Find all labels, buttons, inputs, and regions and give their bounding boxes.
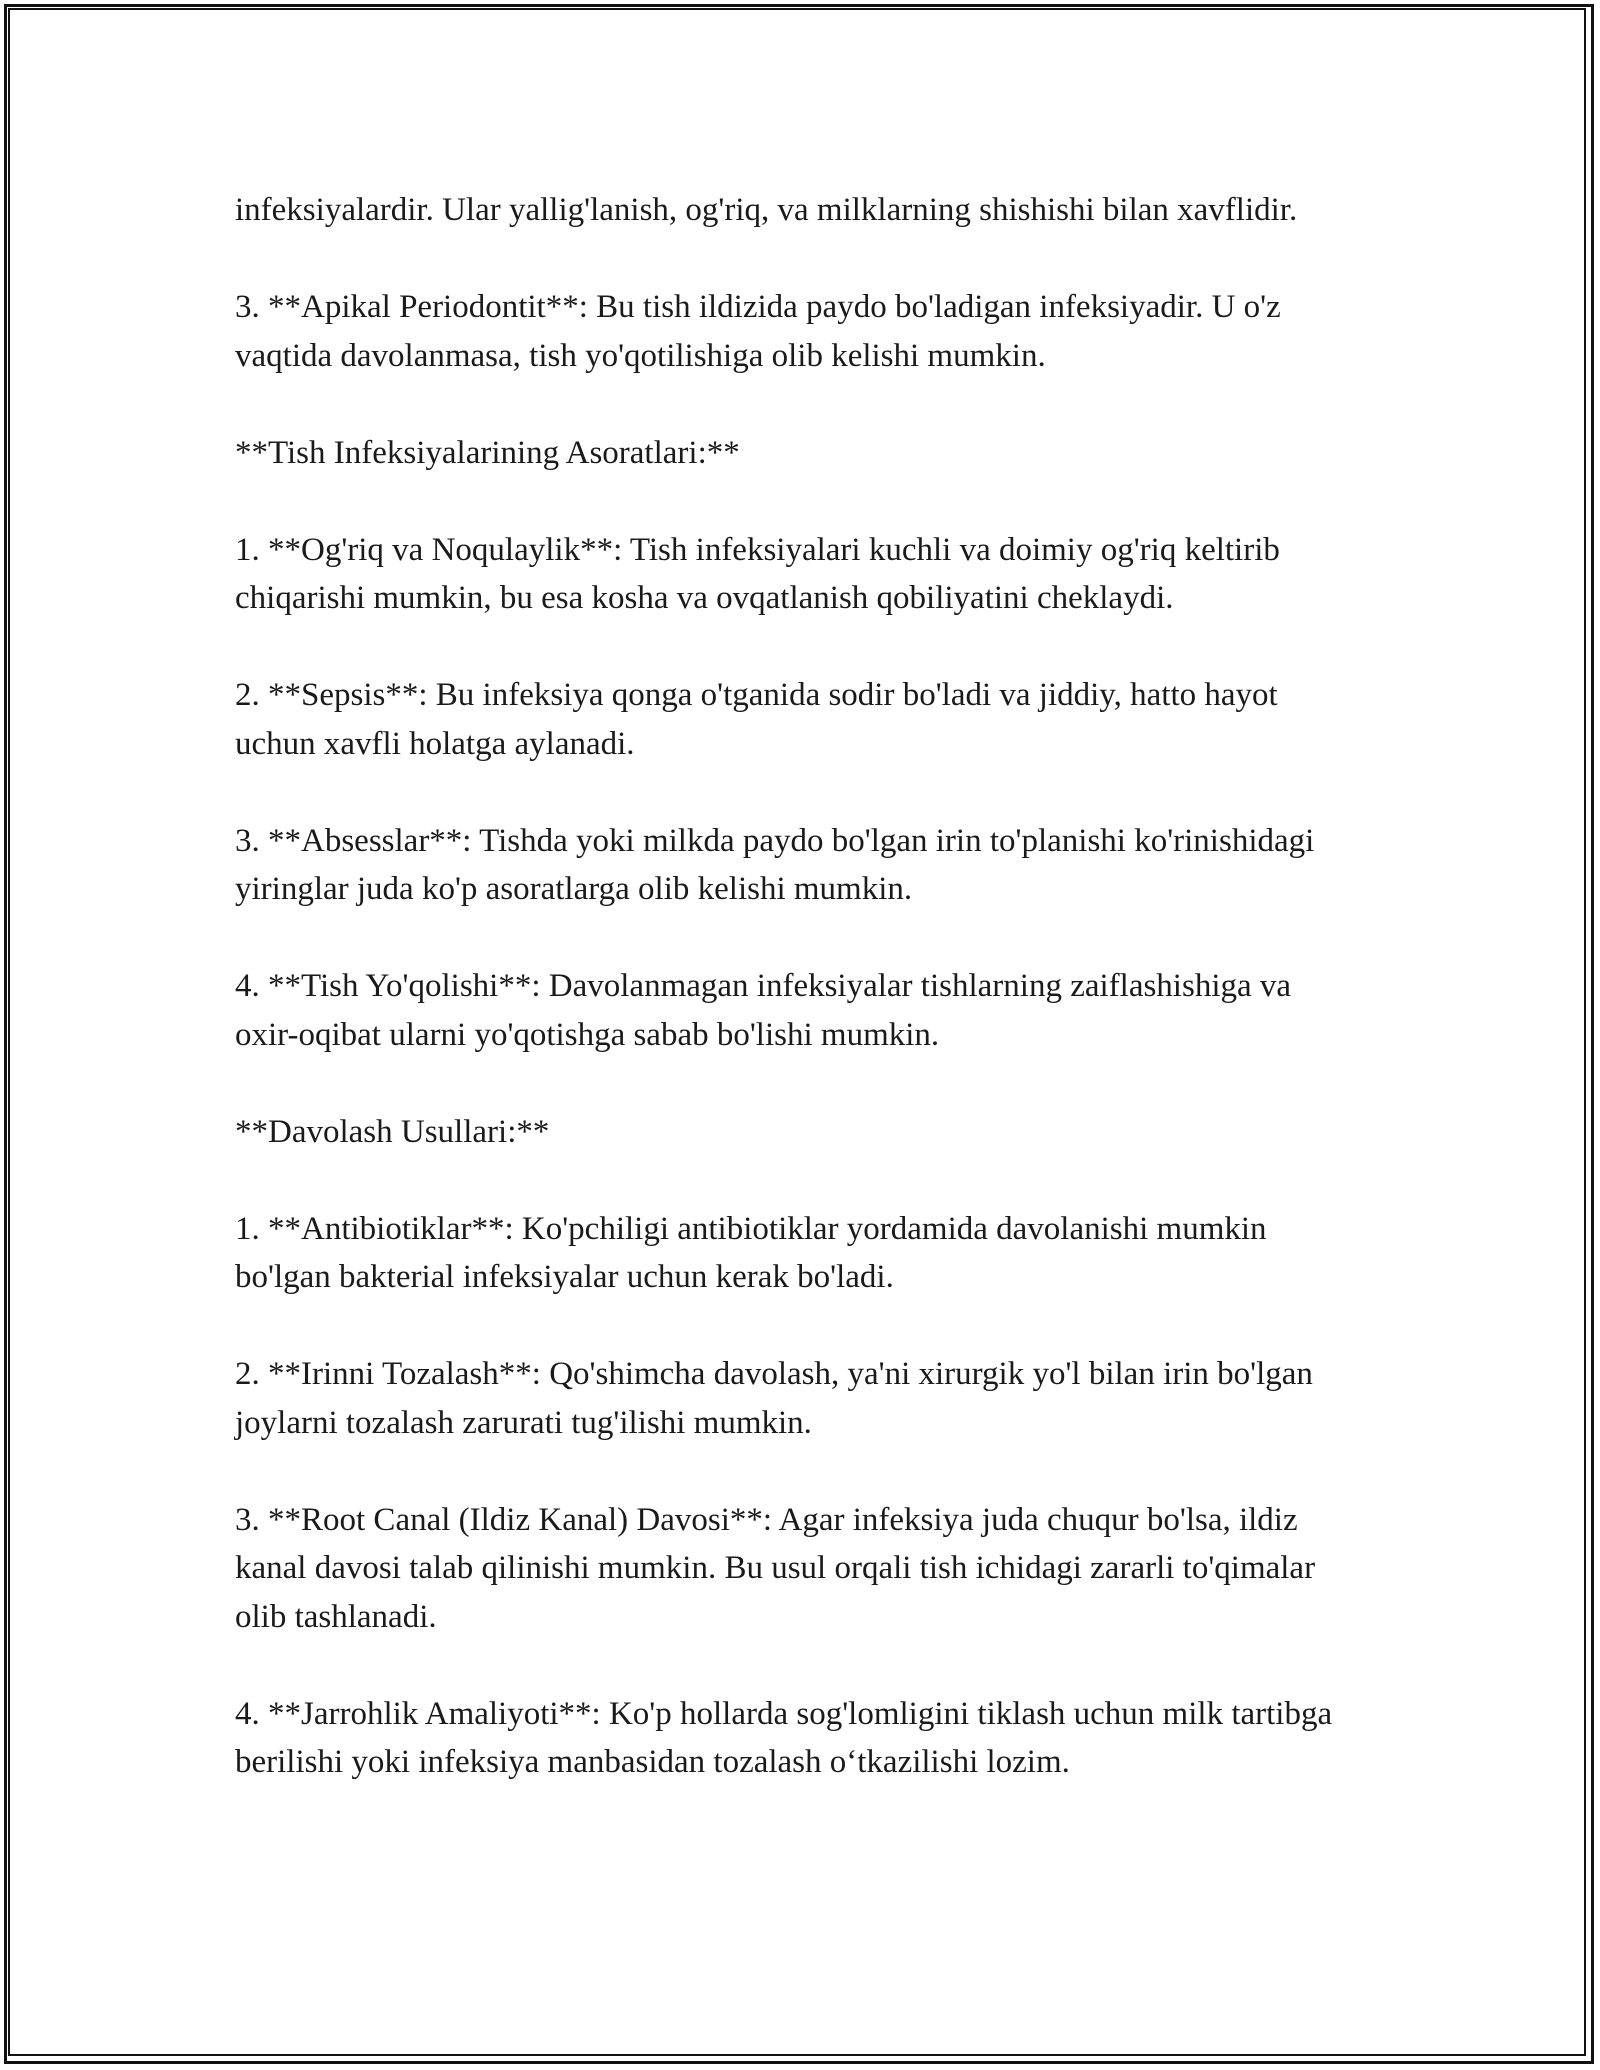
paragraph-intro-continuation: infeksiyalardir. Ular yallig'lanish, og'riq, va milklarning shishishi bilan xavflidir. bbox=[235, 192, 1298, 228]
paragraph-sepsis: 2. **Sepsis**: Bu infeksiya qonga o'tganida sodir bo'ladi va jiddiy, hatto hayot uchun xavfli holatga aylanadi. bbox=[235, 677, 1278, 762]
paragraph-absesslar: 3. **Absesslar**: Tishda yoki milkda paydo bo'lgan irin to'planishi ko'rinishidagi yiringlar juda ko'p asoratlarga olib kelishi mumkin. bbox=[235, 822, 1315, 907]
heading-asoratlari: **Tish Infeksiyalarining Asoratlari:** bbox=[235, 434, 740, 471]
paragraph-apikal-periodontit: 3. **Apikal Periodontit**: Bu tish ildizida paydo bo'ladigan infeksiyadir. U o'z vaqtida davolanmasa, tish yo'qotilishiga olib kelishi mumkin. bbox=[235, 289, 1281, 374]
paragraph-tish-yoqolishi: 4. **Tish Yo'qolishi**: Davolanmagan infeksiyalar tishlarning zaiflashishiga va oxir-oqibat ularni yo'qotishga sabab bo'lishi mumkin. bbox=[235, 968, 1292, 1053]
heading-davolash-usullari: **Davolash Usullari:** bbox=[235, 1113, 550, 1150]
paragraph-ogriq: 1. **Og'riq va Noqulaylik**: Tish infeksiyalari kuchli va doimiy og'riq keltirib chiqarishi mumkin, bu esa kosha va ovqatlanish qobiliyatini cheklaydi. bbox=[235, 531, 1280, 616]
paragraph-jarrohlik: 4. **Jarrohlik Amaliyoti**: Ko'p hollarda sog'lomligini tiklash uchun milk tartibga berilishi yoki infeksiya manbasidan tozalash o‘tkazilishi lozim. bbox=[235, 1695, 1333, 1780]
paragraph-root-canal: 3. **Root Canal (Ildiz Kanal) Davosi**: Agar infeksiya juda chuqur bo'lsa, ildiz kanal davosi talab qilinishi mumkin. Bu usul orqali tish ichidagi zararli to'qimalar olib tashlanadi. bbox=[235, 1501, 1316, 1635]
paragraph-antibiotiklar: 1. **Antibiotiklar**: Ko'pchiligi antibiotiklar yordamida davolanishi mumkin bo'lgan bakterial infeksiyalar uchun kerak bo'ladi. bbox=[235, 1210, 1267, 1295]
document-body bbox=[235, 186, 1355, 1787]
paragraph-irinni-tozalash: 2. **Irinni Tozalash**: Qo'shimcha davolash, ya'ni xirurgik yo'l bilan irin bo'lgan joylarni tozalash zarurati tug'ilishi mumkin. bbox=[235, 1356, 1313, 1441]
